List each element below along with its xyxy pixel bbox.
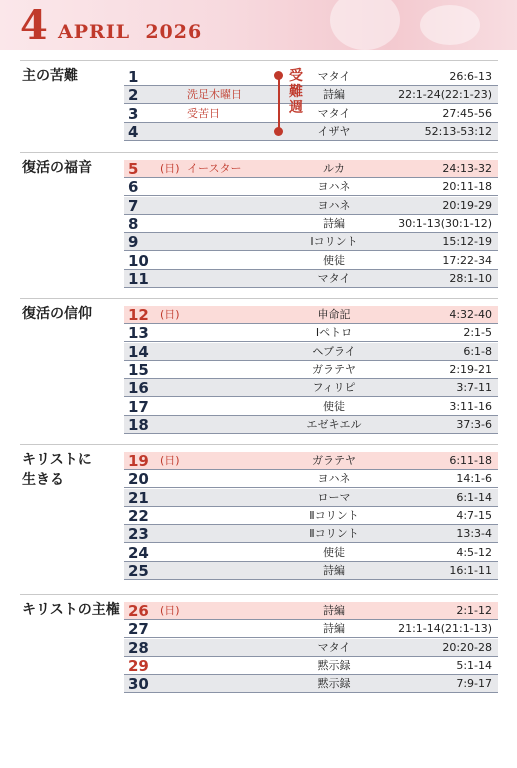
- bible-book: 黙示録: [317, 658, 351, 672]
- page-header: [0, 0, 517, 50]
- bible-book: Ⅰコリント: [310, 235, 358, 249]
- passion-week-start-dot: [274, 71, 283, 80]
- passion-week-label: 受難週: [289, 68, 303, 116]
- month-name: [58, 20, 202, 44]
- section-title: キリストに 生きる: [22, 452, 92, 488]
- scripture-reference: 7:9-17: [456, 677, 492, 691]
- day-number: 2: [128, 86, 139, 105]
- day-number: 4: [128, 122, 139, 141]
- scripture-reference: 16:1-11: [449, 563, 492, 577]
- bible-book: エゼキエル: [306, 417, 362, 431]
- bible-book: ガラテヤ: [312, 454, 356, 467]
- scripture-reference: 20:20-28: [442, 640, 492, 654]
- month-label: APRIL: [58, 21, 131, 43]
- scripture-reference: 24:13-32: [442, 162, 492, 175]
- section-divider: [20, 444, 498, 445]
- day-number: 14: [128, 342, 149, 361]
- bible-book: ヨハネ: [317, 472, 351, 486]
- bible-book: 使徒: [323, 545, 345, 559]
- scripture-reference: 2:1-5: [463, 326, 492, 340]
- scripture-reference: 3:7-11: [456, 381, 492, 395]
- bible-book: ガラテヤ: [312, 362, 356, 376]
- reading-row: [124, 105, 498, 123]
- bible-book: マタイ: [317, 106, 351, 120]
- day-number: 25: [128, 561, 149, 580]
- reading-row: [124, 379, 498, 397]
- reading-row: [124, 215, 498, 233]
- scripture-reference: 37:3-6: [456, 417, 492, 431]
- day-number: 11: [128, 269, 149, 288]
- section-divider: [20, 152, 498, 153]
- reading-row: [124, 178, 498, 196]
- scripture-reference: 22:1-24(22:1-23): [398, 88, 492, 102]
- reading-row: [124, 123, 498, 141]
- day-number: 5: [128, 160, 139, 178]
- bible-book: マタイ: [317, 70, 351, 83]
- day-number: 12: [128, 306, 149, 324]
- scripture-reference: 20:19-29: [442, 198, 492, 212]
- scripture-reference: 2:19-21: [449, 362, 492, 376]
- scripture-reference: 6:1-8: [463, 344, 492, 358]
- scripture-reference: 6:11-18: [449, 454, 492, 467]
- scripture-reference: 28:1-10: [449, 271, 492, 285]
- passion-week-bracket: [278, 76, 280, 132]
- day-number: 26: [128, 602, 149, 620]
- day-number: 17: [128, 397, 149, 416]
- day-number: 8: [128, 214, 139, 233]
- header-decoration: [420, 5, 480, 45]
- bible-book: 使徒: [323, 399, 345, 413]
- day-number: 15: [128, 360, 149, 379]
- bible-book: 詩編: [323, 216, 345, 230]
- scripture-reference: 2:1-12: [456, 604, 492, 617]
- bible-book: マタイ: [317, 271, 351, 285]
- bible-book: Ⅱコリント: [309, 527, 359, 541]
- liturgical-note: 洗足木曜日: [187, 88, 242, 102]
- reading-row: [124, 68, 498, 86]
- bible-book: イザヤ: [317, 124, 351, 138]
- bible-book: 詩編: [323, 88, 345, 102]
- day-number: 23: [128, 525, 149, 544]
- bible-book: 詩編: [323, 604, 345, 617]
- header-decoration: [330, 0, 400, 50]
- reading-row: [124, 675, 498, 693]
- day-number: 22: [128, 506, 149, 525]
- reading-row: [124, 86, 498, 104]
- scripture-reference: 13:3-4: [456, 527, 492, 541]
- day-number: 24: [128, 543, 149, 562]
- reading-row: [124, 639, 498, 657]
- day-number: 7: [128, 196, 139, 215]
- day-number: 21: [128, 488, 149, 507]
- day-number: 18: [128, 415, 149, 434]
- reading-row: [124, 252, 498, 270]
- scripture-reference: 27:45-56: [442, 106, 492, 120]
- reading-row: [124, 452, 498, 470]
- scripture-reference: 14:1-6: [456, 472, 492, 486]
- reading-row: [124, 160, 498, 178]
- day-number: 28: [128, 638, 149, 657]
- reading-row: [124, 398, 498, 416]
- day-number: 3: [128, 104, 139, 123]
- day-number: 1: [128, 68, 139, 86]
- scripture-reference: 20:11-18: [442, 180, 492, 194]
- bible-book: ヘブライ: [312, 344, 356, 358]
- scripture-reference: 17:22-34: [442, 253, 492, 267]
- section-title: 主の苦難: [22, 68, 78, 84]
- bible-book: 詩編: [323, 563, 345, 577]
- scripture-reference: 5:1-14: [456, 658, 492, 672]
- reading-row: [124, 507, 498, 525]
- day-number: 19: [128, 452, 149, 470]
- scripture-reference: 3:11-16: [449, 399, 492, 413]
- bible-book: ヨハネ: [317, 180, 351, 194]
- reading-row: [124, 562, 498, 580]
- bible-book: フィリピ: [312, 381, 356, 395]
- liturgical-note: イースター: [187, 162, 242, 175]
- bible-book: ルカ: [323, 162, 345, 175]
- day-of-week: (日): [160, 454, 180, 467]
- day-number: 29: [128, 656, 149, 675]
- scripture-reference: 4:5-12: [456, 545, 492, 559]
- reading-row: [124, 416, 498, 434]
- bible-book: Ⅱコリント: [309, 508, 359, 522]
- bible-book: ヨハネ: [317, 198, 351, 212]
- year-label: 2026: [145, 21, 203, 43]
- day-number: 13: [128, 324, 149, 343]
- scripture-reference: 52:13-53:12: [424, 124, 492, 138]
- day-of-week: (日): [160, 308, 180, 321]
- reading-row: [124, 544, 498, 562]
- day-number: 10: [128, 251, 149, 270]
- day-number: 6: [128, 178, 139, 197]
- reading-row: [124, 470, 498, 488]
- day-number: 30: [128, 675, 149, 694]
- section-divider: [20, 594, 498, 595]
- bible-book: 詩編: [323, 622, 345, 636]
- reading-row: [124, 525, 498, 543]
- day-of-week: (日): [160, 604, 180, 617]
- scripture-reference: 4:7-15: [456, 508, 492, 522]
- month-number: 4: [20, 2, 48, 49]
- day-of-week: (日): [160, 162, 180, 175]
- reading-row: [124, 197, 498, 215]
- reading-row: [124, 620, 498, 638]
- reading-row: [124, 233, 498, 251]
- reading-row: [124, 361, 498, 379]
- reading-row: [124, 602, 498, 620]
- day-number: 9: [128, 233, 139, 252]
- scripture-reference: 4:32-40: [449, 308, 492, 321]
- section-divider: [20, 60, 498, 61]
- passion-week-end-dot: [274, 127, 283, 136]
- section-title: キリストの主権: [22, 602, 120, 618]
- day-number: 16: [128, 379, 149, 398]
- day-number: 27: [128, 620, 149, 639]
- liturgical-note: 受苦日: [187, 106, 220, 120]
- section-title: 復活の信仰: [22, 306, 92, 322]
- section-title: 復活の福音: [22, 160, 92, 176]
- scripture-reference: 26:6-13: [449, 70, 492, 83]
- reading-row: [124, 489, 498, 507]
- bible-book: 黙示録: [317, 677, 351, 691]
- bible-book: Ⅰペトロ: [315, 326, 353, 340]
- scripture-reference: 21:1-14(21:1-13): [398, 622, 492, 636]
- section-divider: [20, 298, 498, 299]
- reading-row: [124, 306, 498, 324]
- scripture-reference: 6:1-14: [456, 490, 492, 504]
- bible-book: 申命記: [317, 308, 351, 321]
- reading-row: [124, 270, 498, 288]
- scripture-reference: 30:1-13(30:1-12): [398, 216, 492, 230]
- reading-row: [124, 343, 498, 361]
- reading-row: [124, 324, 498, 342]
- reading-row: [124, 657, 498, 675]
- bible-book: 使徒: [323, 253, 345, 267]
- day-number: 20: [128, 470, 149, 489]
- bible-book: ローマ: [317, 490, 351, 504]
- bible-book: マタイ: [317, 640, 351, 654]
- scripture-reference: 15:12-19: [442, 235, 492, 249]
